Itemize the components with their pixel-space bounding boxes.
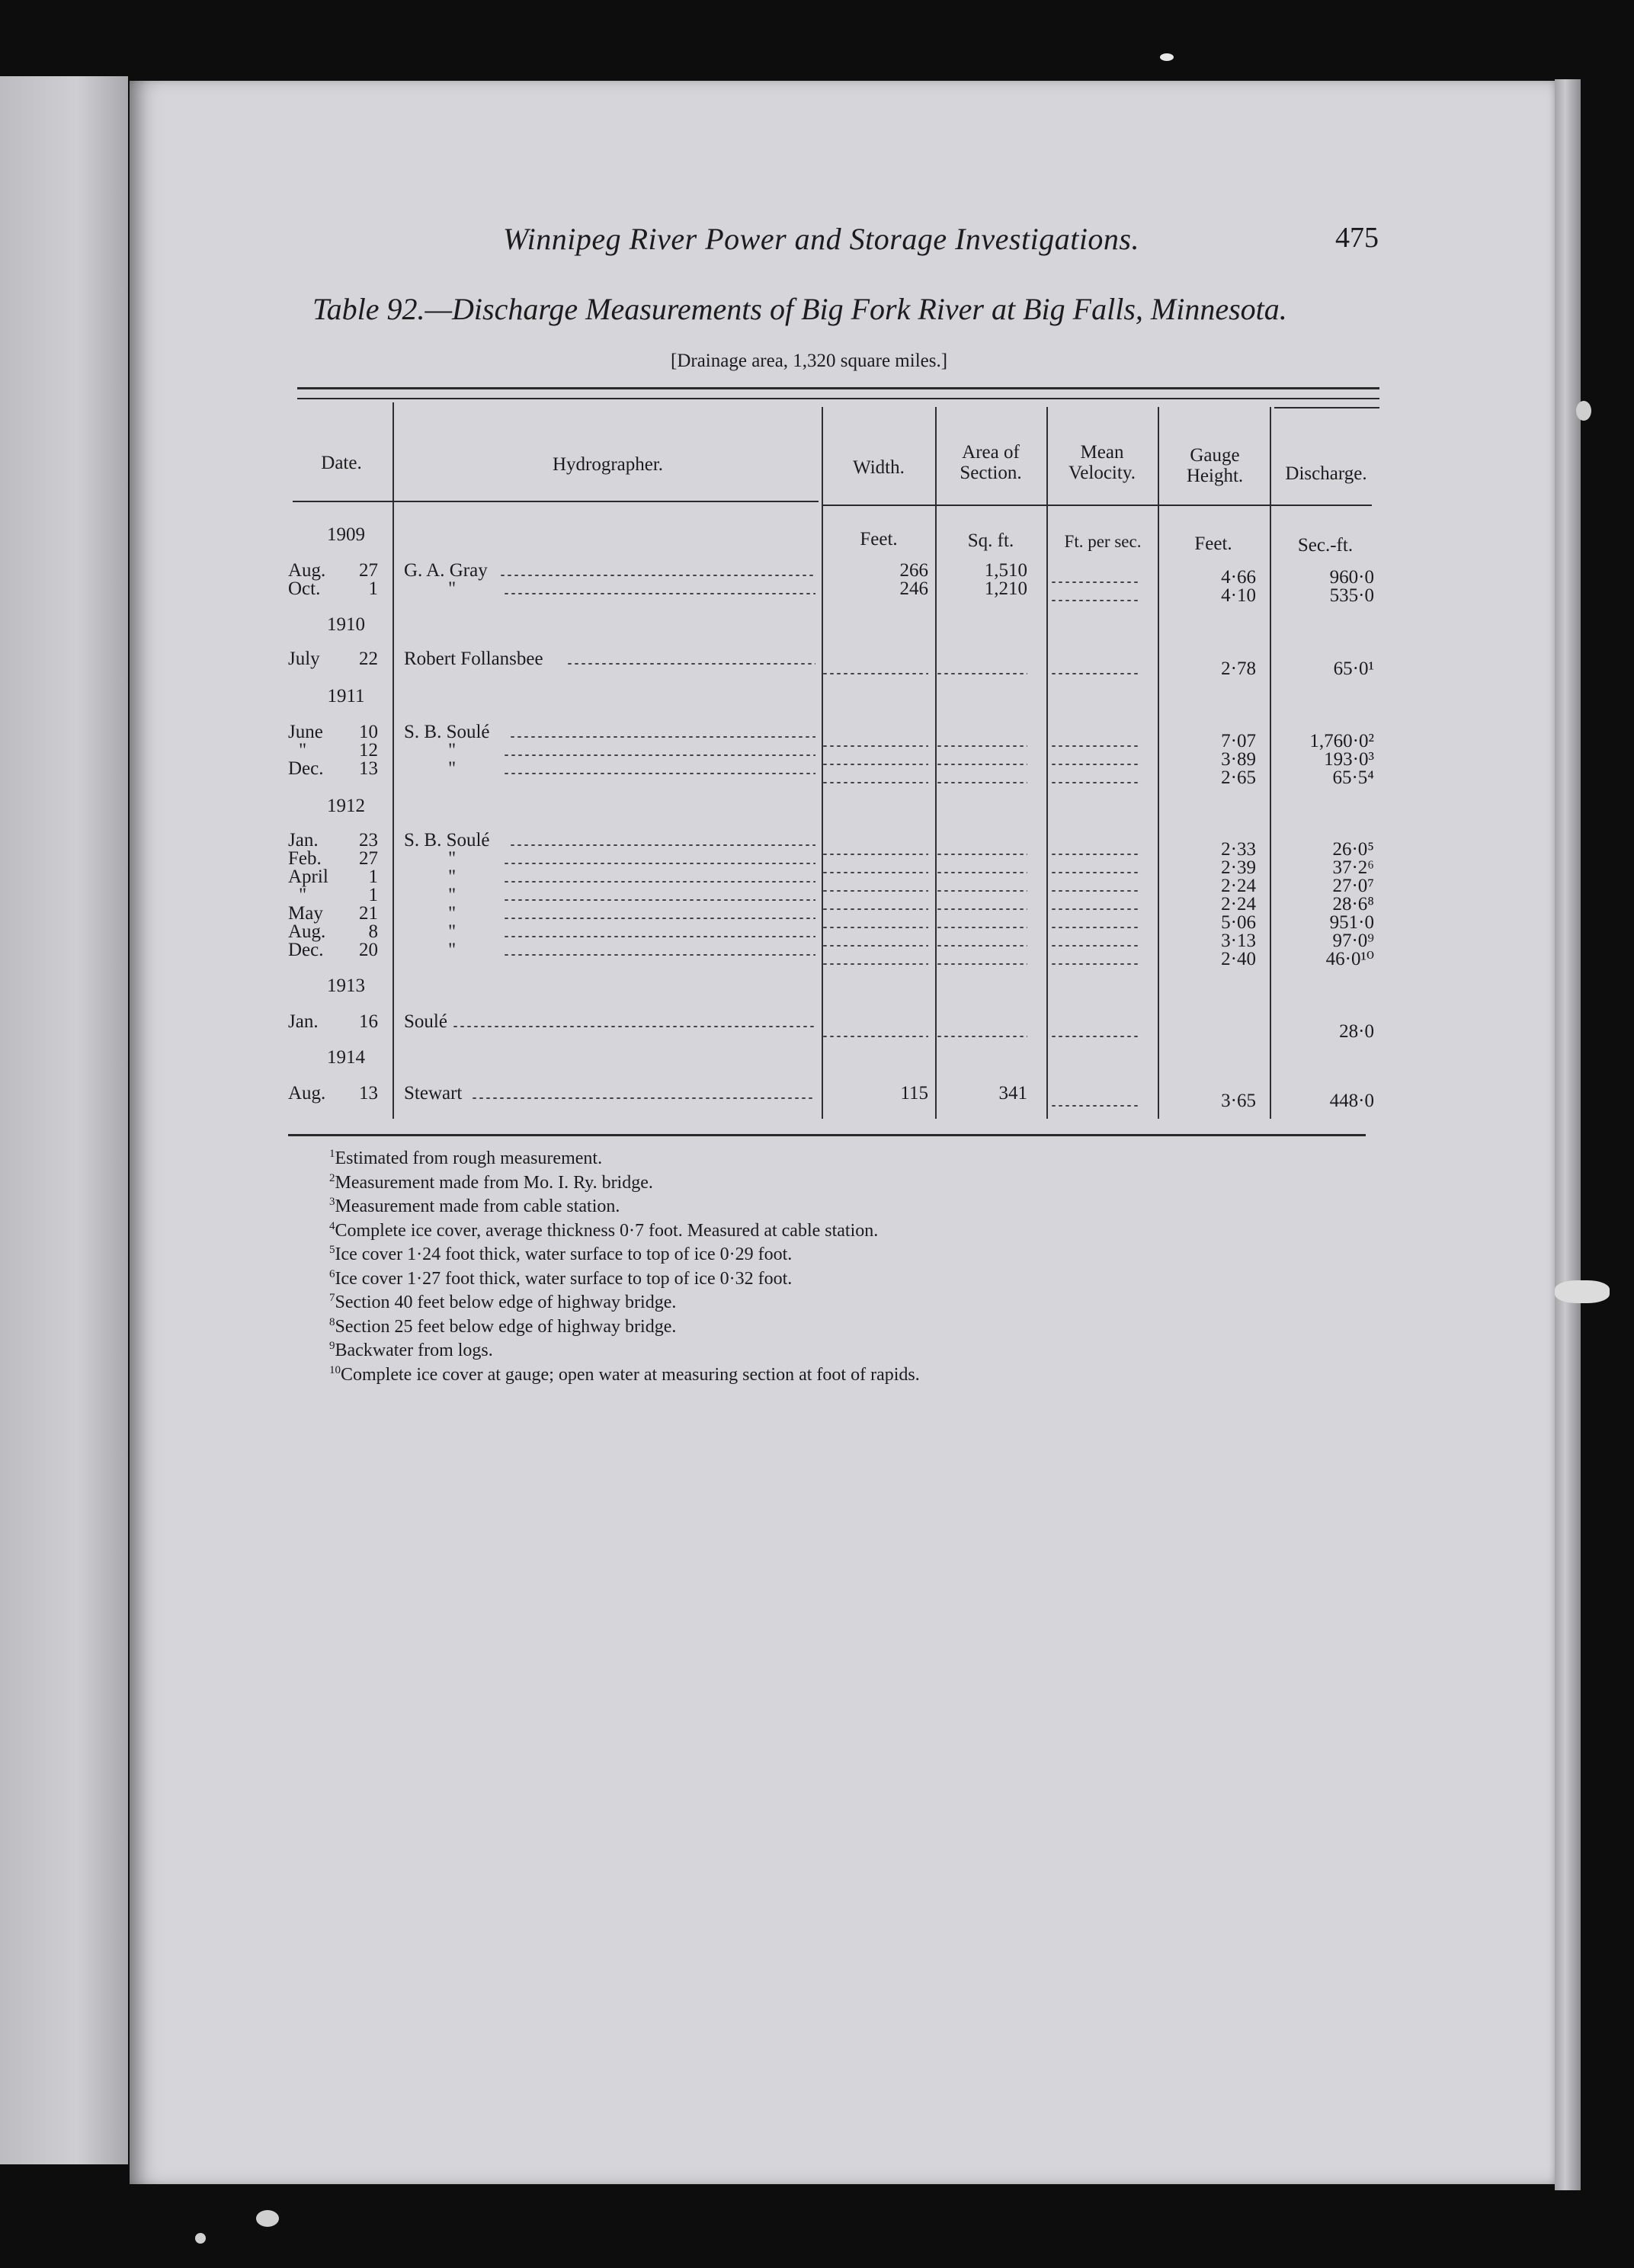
year-heading: 1912	[327, 796, 365, 816]
date-month: "	[299, 740, 307, 761]
unit-velocity: Ft. per sec.	[1064, 532, 1142, 551]
footnote-number: 2	[329, 1171, 335, 1184]
date-day: 12	[359, 740, 378, 761]
table-bottom-rule	[288, 1134, 1366, 1136]
hydrographer-name: Soulé	[404, 1011, 447, 1032]
date-month: Jan.	[288, 830, 319, 850]
date-month: Aug.	[288, 1083, 326, 1104]
gauge-height-value: 3·13	[1221, 931, 1256, 951]
discharge-value: 97·0⁹	[1332, 931, 1374, 951]
year-heading: 1909	[327, 524, 365, 545]
gauge-height-value: 2·78	[1221, 658, 1256, 679]
date-month: Dec.	[288, 758, 324, 779]
dot-leader	[822, 963, 928, 965]
table-row	[288, 1083, 1378, 1111]
discharge-value: 46·0¹⁰	[1325, 949, 1374, 969]
footnote-number: 7	[329, 1292, 335, 1304]
hydrographer-name: "	[448, 740, 457, 761]
dot-leader	[503, 954, 815, 956]
dot-leader	[503, 593, 815, 594]
dot-leader	[566, 663, 816, 665]
footnote	[329, 1147, 1244, 1171]
dot-leader	[822, 782, 928, 783]
hydrographer-name: "	[448, 848, 457, 869]
hydrographer-name: G. A. Gray	[404, 560, 488, 581]
table-row	[288, 649, 1378, 679]
footnote	[329, 1291, 1244, 1315]
footnote	[329, 1363, 1244, 1388]
header-rule	[293, 501, 819, 502]
footnote-number: 1	[329, 1148, 335, 1160]
footnotes	[329, 1147, 1244, 1387]
year-heading: 1914	[327, 1047, 365, 1068]
discharge-value: 28·6⁸	[1332, 894, 1374, 915]
col-header-velocity: Mean Velocity.	[1069, 442, 1136, 483]
footnote-number: 9	[329, 1340, 335, 1352]
page-number: 475	[1335, 222, 1379, 254]
date-day: 21	[359, 903, 378, 924]
gauge-height-value: 4·66	[1221, 567, 1256, 588]
width-value: 115	[900, 1083, 928, 1104]
footnote	[329, 1315, 1244, 1340]
dot-leader	[503, 936, 815, 937]
dot-leader	[503, 881, 815, 883]
dot-leader	[1050, 600, 1138, 601]
footnote	[329, 1219, 1244, 1244]
date-month: Oct.	[288, 578, 321, 599]
table-note: [Drainage area, 1,320 square miles.]	[671, 351, 948, 371]
year-heading: 1911	[327, 686, 365, 706]
footnote	[329, 1243, 1244, 1267]
footnote-text: Measurement made from cable station.	[335, 1196, 620, 1216]
unit-gauge: Feet.	[1194, 533, 1232, 554]
date-month: Aug.	[288, 560, 326, 581]
col-header-hydrographer: Hydrographer.	[552, 454, 664, 475]
dot-leader	[503, 754, 815, 756]
discharge-value: 960·0	[1329, 567, 1374, 588]
dot-leader	[499, 575, 815, 576]
footnote-text: Complete ice cover, average thickness 0·7 foot. Measured at cable station.	[335, 1220, 879, 1241]
dot-leader	[1050, 1036, 1138, 1037]
dot-leader	[509, 844, 816, 846]
footnote-number: 6	[329, 1267, 335, 1280]
dot-leader	[503, 863, 815, 864]
dot-leader	[936, 673, 1027, 674]
hydrographer-name: Robert Follansbee	[404, 649, 543, 669]
hydrographer-name: "	[448, 903, 457, 924]
discharge-value: 37·2⁶	[1332, 857, 1374, 878]
width-value: 246	[899, 578, 928, 599]
dot-leader	[503, 918, 815, 919]
discharge-value: 448·0	[1329, 1091, 1374, 1111]
date-day: 1	[368, 578, 378, 599]
date-day: 10	[359, 722, 378, 742]
width-value: 266	[899, 560, 928, 581]
gauge-height-value: 2·65	[1221, 767, 1256, 788]
running-title: Winnipeg River Power and Storage Investigations.	[503, 222, 1139, 256]
date-day: 27	[359, 560, 378, 581]
unit-discharge: Sec.-ft.	[1297, 535, 1354, 556]
date-day: 13	[359, 1083, 378, 1104]
date-day: 23	[359, 830, 378, 850]
footnote-text: Complete ice cover at gauge; open water at measuring section at foot of rapids.	[341, 1364, 920, 1385]
gauge-height-value: 4·10	[1221, 585, 1256, 606]
discharge-value: 193·0³	[1324, 749, 1374, 770]
footnote-number: 4	[329, 1219, 335, 1232]
dot-leader	[503, 899, 815, 901]
gauge-height-value: 2·24	[1221, 894, 1256, 915]
header-rule	[823, 505, 1372, 506]
discharge-value: 28·0	[1339, 1021, 1374, 1042]
discharge-value: 535·0	[1329, 585, 1374, 606]
date-day: 20	[359, 940, 378, 960]
date-day: 13	[359, 758, 378, 779]
footnote-number: 3	[329, 1196, 335, 1208]
discharge-value: 65·0¹	[1333, 658, 1374, 679]
dot-leader	[1050, 782, 1138, 783]
hydrographer-name: "	[448, 578, 457, 599]
dust-speck	[1555, 1280, 1610, 1303]
gauge-height-value: 2·33	[1221, 839, 1256, 860]
hydrographer-name: S. B. Soulé	[404, 830, 490, 850]
discharge-value: 1,760·0²	[1309, 731, 1374, 751]
area-value: 1,510	[984, 560, 1027, 581]
footnote-number: 8	[329, 1315, 335, 1328]
gauge-height-value: 2·39	[1221, 857, 1256, 878]
unit-width: Feet.	[860, 529, 898, 549]
hydrographer-name: "	[448, 940, 457, 960]
dot-leader	[1050, 963, 1138, 965]
table-top-rule	[297, 387, 1379, 389]
hydrographer-name: "	[448, 867, 457, 887]
footnote-text: Section 25 feet below edge of highway bridge.	[335, 1316, 677, 1337]
dust-speck	[256, 2210, 279, 2227]
dot-leader	[452, 1026, 816, 1027]
gauge-height-value: 2·40	[1221, 949, 1256, 969]
date-month: "	[299, 885, 307, 905]
date-day: 8	[368, 921, 378, 942]
hydrographer-name: "	[448, 885, 457, 905]
date-month: May	[288, 903, 323, 924]
footnote	[329, 1339, 1244, 1363]
dust-speck	[1576, 401, 1591, 421]
footnote-number: 10	[329, 1363, 341, 1376]
year-heading: 1913	[327, 975, 365, 996]
footnote-text: Measurement made from Mo. I. Ry. bridge.	[335, 1172, 653, 1193]
book-page	[130, 81, 1556, 2184]
date-month: April	[288, 867, 328, 887]
date-day: 16	[359, 1011, 378, 1032]
gauge-height-value: 7·07	[1221, 731, 1256, 751]
page-stack-edge	[1555, 79, 1581, 2190]
table-top-rule-thin	[297, 398, 1379, 399]
table-row	[288, 758, 1378, 788]
col-header-area: Area of Section.	[960, 442, 1022, 483]
footnote-text: Ice cover 1·24 foot thick, water surface to top of ice 0·29 foot.	[335, 1245, 793, 1264]
dot-leader	[1050, 1105, 1138, 1107]
footnote-text: Estimated from rough measurement.	[335, 1148, 603, 1168]
dot-leader	[509, 736, 816, 738]
dot-leader	[822, 1036, 928, 1037]
table-row	[288, 578, 1378, 606]
discharge-value: 27·0⁷	[1332, 876, 1374, 896]
footnote-text: Backwater from logs.	[335, 1341, 493, 1360]
footnote-number: 5	[329, 1244, 335, 1256]
dot-leader	[936, 1036, 1027, 1037]
hydrographer-name: Stewart	[404, 1083, 463, 1104]
gauge-height-value: 2·24	[1221, 876, 1256, 896]
table-title: Table 92.—Discharge Measurements of Big Fork River at Big Falls, Minnesota.	[312, 292, 1287, 326]
area-value: 1,210	[984, 578, 1027, 599]
date-day: 22	[359, 649, 378, 669]
date-day: 1	[368, 867, 378, 887]
gauge-height-value: 5·06	[1221, 912, 1256, 933]
hydrographer-name: "	[448, 758, 457, 779]
discharge-value: 65·5⁴	[1332, 767, 1374, 788]
date-month: July	[288, 649, 320, 669]
footnote-text: Section 40 feet below edge of highway bridge.	[335, 1293, 677, 1312]
footnote-text: Ice cover 1·27 foot thick, water surface to top of ice 0·32 foot.	[335, 1268, 793, 1289]
discharge-value: 26·0⁵	[1332, 839, 1374, 860]
date-month: Feb.	[288, 848, 322, 869]
hydrographer-name: "	[448, 921, 457, 942]
dot-leader	[1050, 673, 1138, 674]
footnote	[329, 1195, 1244, 1219]
year-heading: 1910	[327, 614, 365, 635]
table-row	[288, 1011, 1378, 1042]
gauge-height-value: 3·89	[1221, 749, 1256, 770]
dot-leader	[471, 1097, 816, 1099]
footnote	[329, 1171, 1244, 1196]
gauge-height-value: 3·65	[1221, 1091, 1256, 1111]
dust-speck	[1160, 53, 1174, 61]
date-month: June	[288, 722, 323, 742]
dust-speck	[195, 2233, 206, 2244]
dot-leader	[936, 963, 1027, 965]
date-month: Jan.	[288, 1011, 319, 1032]
table-row	[288, 940, 1378, 969]
date-month: Dec.	[288, 940, 324, 960]
date-day: 27	[359, 848, 378, 869]
discharge-value: 951·0	[1329, 912, 1374, 933]
col-header-date: Date.	[321, 453, 362, 473]
area-value: 341	[998, 1083, 1027, 1104]
unit-area: Sq. ft.	[967, 530, 1014, 551]
hydrographer-name: S. B. Soulé	[404, 722, 490, 742]
col-header-gauge: Gauge Height.	[1186, 445, 1244, 486]
date-month: Aug.	[288, 921, 326, 942]
col-header-width: Width.	[853, 457, 905, 478]
facing-page-edge	[0, 76, 128, 2164]
col-header-discharge: Discharge.	[1285, 463, 1367, 484]
header-rule-right	[1274, 407, 1379, 408]
footnote	[329, 1267, 1244, 1292]
dot-leader	[822, 673, 928, 674]
dot-leader	[936, 782, 1027, 783]
dot-leader	[503, 773, 815, 774]
date-day: 1	[368, 885, 378, 905]
